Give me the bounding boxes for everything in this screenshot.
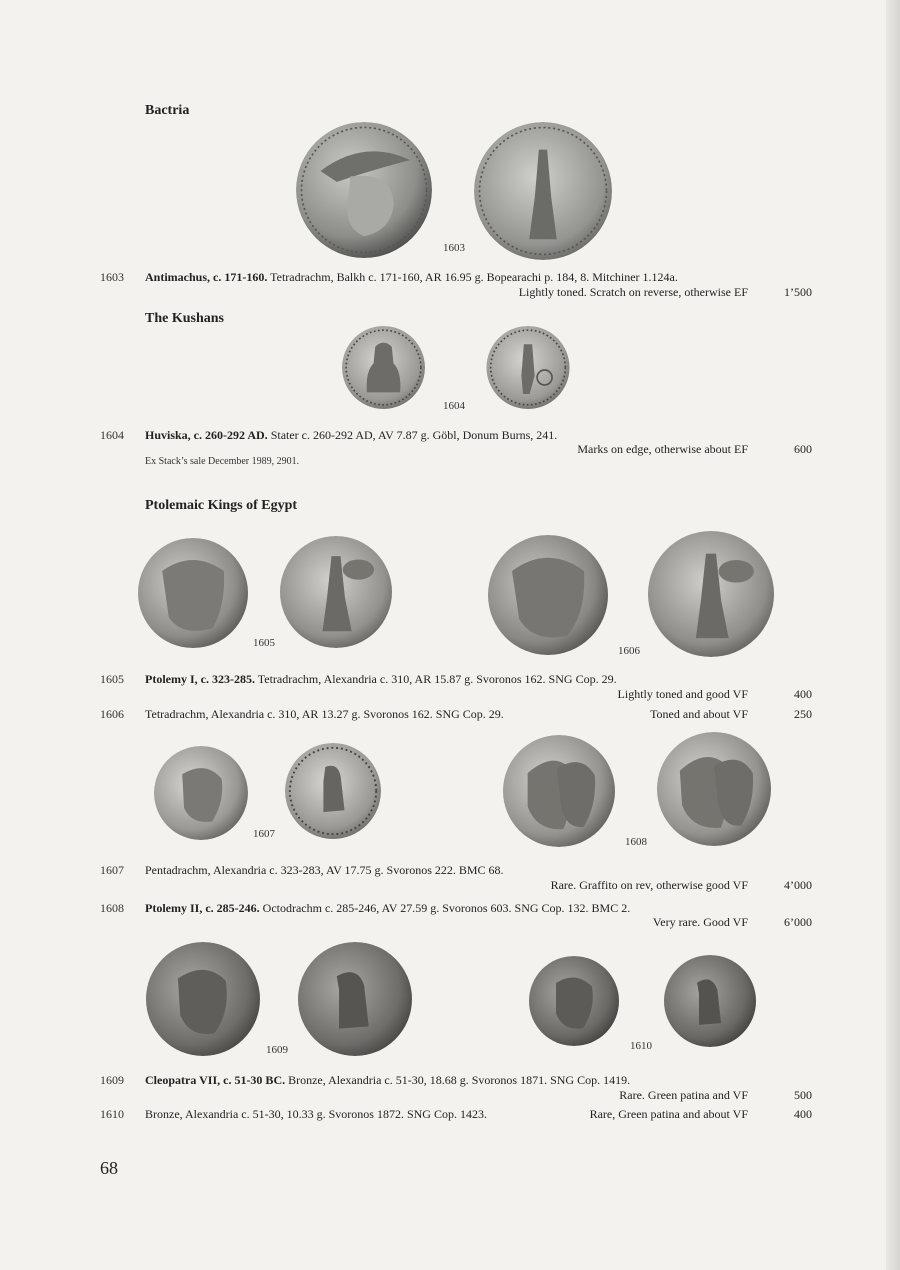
image-label-1604: 1604 (443, 400, 465, 412)
lot-price-1603: 1’500 (784, 285, 812, 299)
lot-condition-1605: Lightly toned and good VF (617, 687, 748, 701)
page-edge (886, 0, 900, 1270)
image-label-1607: 1607 (253, 828, 275, 840)
lot-ruler-1608: Ptolemy II, c. 285-246. (145, 901, 260, 915)
coin-1605-obverse-image (134, 538, 252, 648)
section-title-ptolemaic: Ptolemaic Kings of Egypt (145, 498, 298, 513)
coin-1605-reverse-image (276, 536, 396, 648)
coin-1607-reverse-image (285, 743, 381, 839)
lot-condition-1608: Very rare. Good VF (652, 915, 748, 929)
lot-condition-1609: Rare. Green patina and VF (619, 1088, 748, 1102)
lot-price-1610: 400 (794, 1107, 812, 1121)
coin-1608-reverse-image (655, 732, 773, 846)
lot-number-1610: 1610 (100, 1107, 124, 1121)
lot-ruler-1603: Antimachus, c. 171-160. (145, 270, 268, 284)
coin-1608-obverse-image (500, 735, 618, 847)
coin-1610-reverse-image (662, 955, 758, 1047)
lot-price-1608: 6’000 (784, 915, 812, 929)
lot-number-1606: 1606 (100, 707, 124, 721)
lot-condition-1607: Rare. Graffito on rev, otherwise good VF (550, 878, 748, 892)
lot-text-1605: Tetradrachm, Alexandria c. 310, AR 15.87 g. Svoronos 162. SNG Cop. 29. (257, 672, 617, 686)
image-label-1609: 1609 (266, 1044, 288, 1056)
section-title-bactria: Bactria (145, 103, 190, 118)
coin-1604-obverse-image (342, 326, 425, 409)
image-label-1605: 1605 (253, 637, 275, 649)
coin-1603-obverse-image (296, 122, 432, 258)
lot-condition-1604: Marks on edge, otherwise about EF (577, 442, 748, 456)
lot-price-1609: 500 (794, 1088, 812, 1102)
lot-condition-1603: Lightly toned. Scratch on reverse, otherwise EF (518, 285, 748, 299)
image-label-1608: 1608 (625, 836, 647, 848)
coin-1607-obverse-image (154, 746, 248, 840)
coin-1609-reverse-image (296, 942, 414, 1056)
lot-description-1609 (145, 1073, 630, 1088)
lot-ruler-1604: Huviska, c. 260-292 AD. (145, 428, 268, 442)
lot-number-1609: 1609 (100, 1073, 124, 1087)
lot-description-1604 (145, 428, 557, 443)
coin-1606-reverse-image (642, 531, 780, 657)
lot-ruler-1605: Ptolemy I, c. 323-285. (145, 672, 255, 686)
section-title-kushans: The Kushans (145, 311, 224, 326)
lot-description-1608 (145, 901, 630, 916)
coin-1603-reverse-image (474, 122, 612, 260)
lot-condition-1606: Toned and about VF (650, 707, 748, 721)
lot-price-1604: 600 (794, 442, 812, 456)
coin-1610-obverse-image (528, 956, 620, 1046)
lot-price-1605: 400 (794, 687, 812, 701)
lot-description-1605 (145, 672, 617, 687)
image-label-1610: 1610 (630, 1040, 652, 1052)
page-number: 68 (100, 1158, 118, 1178)
lot-number-1608: 1608 (100, 901, 124, 915)
lot-number-1607: 1607 (100, 863, 124, 877)
lot-provenance-1604: Ex Stack’s sale December 1989, 2901. (145, 456, 300, 467)
coin-1604-reverse-image (485, 326, 571, 409)
image-label-1603: 1603 (443, 242, 465, 254)
lot-price-1606: 250 (794, 707, 812, 721)
coin-1609-obverse-image (143, 942, 263, 1056)
lot-ruler-1609: Cleopatra VII, c. 51-30 BC. (145, 1073, 286, 1087)
lot-description-1607: Pentadrachm, Alexandria c. 323-283, AV 17.75 g. Svoronos 222. BMC 68. (145, 863, 504, 877)
lot-text-1608: Octodrachm c. 285-246, AV 27.59 g. Svoronos 603. SNG Cop. 132. BMC 2. (262, 901, 631, 915)
lot-text-1604: Stater c. 260-292 AD, AV 7.87 g. Göbl, Donum Burns, 241. (270, 428, 558, 442)
lot-condition-1610: Rare, Green patina and about VF (589, 1107, 748, 1121)
coin-1606-obverse-image (480, 535, 616, 655)
lot-number-1603: 1603 (100, 270, 124, 284)
lot-number-1604: 1604 (100, 428, 124, 442)
lot-description-1606: Tetradrachm, Alexandria c. 310, AR 13.27 g. Svoronos 162. SNG Cop. 29. (145, 707, 504, 721)
lot-number-1605: 1605 (100, 672, 124, 686)
image-label-1606: 1606 (618, 645, 640, 657)
lot-description-1610: Bronze, Alexandria c. 51-30, 10.33 g. Svoronos 1872. SNG Cop. 1423. (145, 1107, 487, 1121)
lot-text-1603: Tetradrachm, Balkh c. 171-160, AR 16.95 g. Bopearachi p. 184, 8. Mitchiner 1.124a. (270, 270, 678, 284)
lot-price-1607: 4’000 (784, 878, 812, 892)
lot-description-1603 (145, 270, 678, 285)
lot-text-1609: Bronze, Alexandria c. 51-30, 18.68 g. Svoronos 1871. SNG Cop. 1419. (288, 1073, 631, 1087)
